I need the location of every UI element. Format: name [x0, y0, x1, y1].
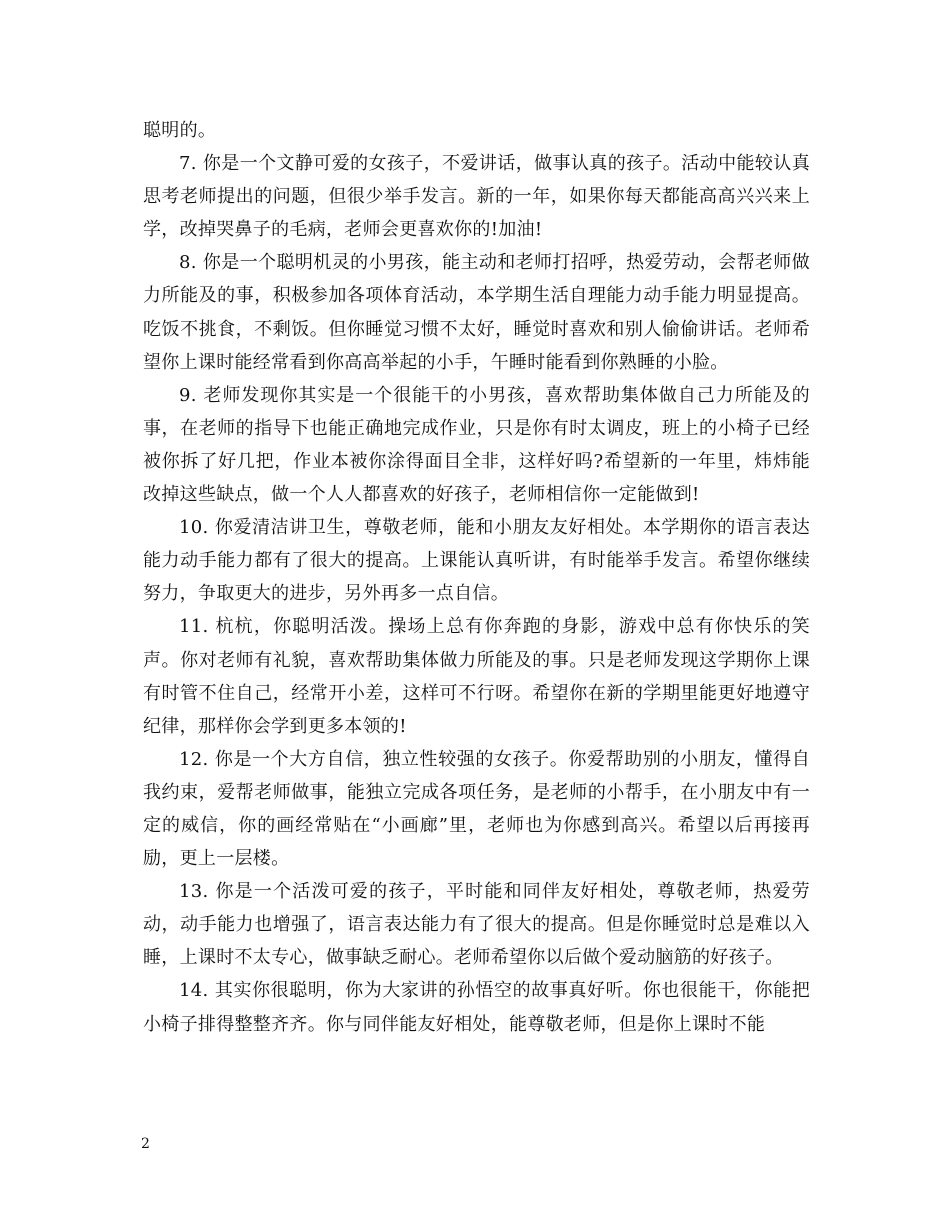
page-number: 2: [141, 1136, 150, 1152]
paragraph-comment-11: 11. 杭杭，你聪明活泼。操场上总有你奔跑的身影，游戏中总有你快乐的笑声。你对老师有礼貌，喜欢帮助集体做力所能及的事。只是老师发现这学期你上课有时管不住自己，经常开小差，这样可不行呀。希望你在新的学期里能更好地遵守纪律，那样你会学到更多本领的!: [143, 616, 810, 737]
paragraph-continuation: 聪明的。: [143, 120, 217, 141]
paragraph-comment-7: 7. 你是一个文静可爱的女孩子，不爱讲话，做事认真的孩子。活动中能较认真思考老师提出的问题，但很少举手发言。新的一年，如果你每天都能高高兴兴来上学，改掉哭鼻子的毛病，老师会更喜欢你的!加油!: [143, 153, 810, 241]
paragraph-comment-14: 14. 其实你很聪明，你为大家讲的孙悟空的故事真好听。你也很能干，你能把小椅子排得整整齐齐。你与同伴能友好相处，能尊敬老师，但是你上课时不能: [143, 980, 810, 1035]
body-text: [143, 114, 810, 1041]
paragraph-comment-10: 10. 你爱清洁讲卫生，尊敬老师，能和小朋友友好相处。本学期你的语言表达能力动手能力都有了很大的提高。上课能认真听讲，有时能举手发言。希望你继续努力，争取更大的进步，另外再多一点自信。: [143, 517, 810, 605]
paragraph-comment-12: 12. 你是一个大方自信，独立性较强的女孩子。你爱帮助别的小朋友，懂得自我约束，爱帮老师做事，能独立完成各项任务，是老师的小帮手，在小朋友中有一定的威信，你的画经常贴在“小画廊”里，老师也为你感到高兴。希望以后再接再励，更上一层楼。: [143, 748, 810, 870]
paragraph-comment-8: 8. 你是一个聪明机灵的小男孩，能主动和老师打招呼，热爱劳动，会帮老师做力所能及的事，积极参加各项体育活动，本学期生活自理能力动手能力明显提高。吃饭不挑食，不剩饭。但你睡觉习惯不太好，睡觉时喜欢和别人偷偷讲话。老师希望你上课时能经常看到你高高举起的小手，午睡时能看到你熟睡的小脸。: [143, 252, 810, 373]
paragraph-comment-13: 13. 你是一个活泼可爱的孩子，平时能和同伴友好相处，尊敬老师，热爱劳动，动手能力也增强了，语言表达能力有了很大的提高。但是你睡觉时总是难以入睡，上课时不太专心，做事缺乏耐心。老师希望你以后做个爱动脑筋的好孩子。: [143, 881, 810, 969]
paragraph-comment-9: 9. 老师发现你其实是一个很能干的小男孩，喜欢帮助集体做自己力所能及的事，在老师的指导下也能正确地完成作业，只是你有时太调皮，班上的小椅子已经被你拆了好几把，作业本被你涂得面目全非，这样好吗?希望新的一年里，炜炜能改掉这些缺点，做一个人人都喜欢的好孩子，老师相信你一定能做到!: [143, 384, 810, 506]
